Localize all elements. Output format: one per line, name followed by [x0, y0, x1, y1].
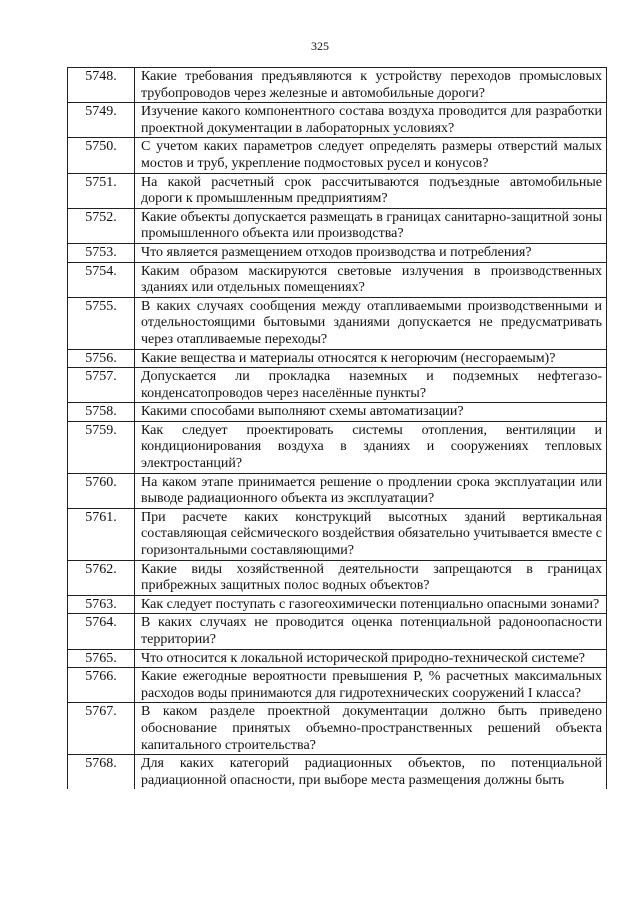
table-row — [68, 208, 607, 243]
question-text: В каком разделе проектной документации должно быть приведено обоснование принятых объемно-пространственных решений объекта капитального строительства? — [135, 703, 607, 755]
question-number: 5763. — [68, 595, 135, 614]
question-number: 5762. — [68, 560, 135, 595]
table-row — [68, 560, 607, 595]
question-text: Что является размещением отходов производства и потребления? — [135, 243, 607, 262]
question-text: Как следует проектировать системы отопления, вентиляции и кондиционирования воздуха в зданиях и сооружениях тепловых электростанций? — [135, 421, 607, 473]
question-number: 5766. — [68, 668, 135, 703]
question-number: 5758. — [68, 403, 135, 422]
table-row — [68, 508, 607, 560]
question-number: 5767. — [68, 703, 135, 755]
table-row — [68, 349, 607, 368]
question-text: Каким образом маскируются световые излучения в производственных зданиях или отдельных помещениях? — [135, 262, 607, 297]
table-row — [68, 668, 607, 703]
question-text: Какие требования предъявляются к устройству переходов промысловых трубопроводов через железные и автомобильные дороги? — [135, 68, 607, 103]
question-number: 5759. — [68, 421, 135, 473]
table-row — [68, 68, 607, 103]
question-text: Что относится к локальной исторической природно-технической системе? — [135, 649, 607, 668]
question-text: Какие объекты допускается размещать в границах санитарно-защитной зоны промышленного объекта или производства? — [135, 208, 607, 243]
question-text: С учетом каких параметров следует определять размеры отверстий малых мостов и труб, укрепление подмостовых русел и конусов? — [135, 138, 607, 173]
question-text: Для каких категорий радиационных объектов, по потенциальной радиационной опасности, при выборе места размещения должны быть — [135, 755, 607, 790]
question-text: Изучение какого компонентного состава воздуха проводится для разработки проектной документации в лабораторных условиях? — [135, 103, 607, 138]
question-text: Допускается ли прокладка наземных и подземных нефтегазо-конденсатопроводов через населённые пункты? — [135, 368, 607, 403]
table-row — [68, 755, 607, 790]
question-number: 5756. — [68, 349, 135, 368]
question-number: 5748. — [68, 68, 135, 103]
table-row — [68, 297, 607, 349]
question-number: 5751. — [68, 173, 135, 208]
question-text: В каких случаях не проводится оценка потенциальной радоноопасности территории? — [135, 614, 607, 649]
question-number: 5761. — [68, 508, 135, 560]
question-number: 5749. — [68, 103, 135, 138]
table-row — [68, 595, 607, 614]
table-row — [68, 703, 607, 755]
questions-table — [67, 67, 607, 789]
question-text: Какие вещества и материалы относятся к негорючим (несгораемым)? — [135, 349, 607, 368]
question-text: В каких случаях сообщения между отапливаемыми производственными и отдельностоящими бытовыми зданиями допускается не предусматривать через отапливаемые переходы? — [135, 297, 607, 349]
question-number: 5753. — [68, 243, 135, 262]
question-number: 5764. — [68, 614, 135, 649]
question-number: 5768. — [68, 755, 135, 790]
question-text: При расчете каких конструкций высотных зданий вертикальная составляющая сейсмического воздействия обязательно учитывается вместе с горизонтальными составляющими? — [135, 508, 607, 560]
question-text: Какие ежегодные вероятности превышения Р, % расчетных максимальных расходов воды принимаются для гидротехнических сооружений I класса? — [135, 668, 607, 703]
question-text: На каком этапе принимается решение о продлении срока эксплуатации или выводе радиационного объекта из эксплуатации? — [135, 473, 607, 508]
question-text: Как следует поступать с газогеохимически потенциально опасными зонами? — [135, 595, 607, 614]
page-number: 325 — [311, 39, 329, 53]
table-row — [68, 403, 607, 422]
table-row — [68, 614, 607, 649]
table-row — [68, 138, 607, 173]
question-text: На какой расчетный срок рассчитываются подъездные автомобильные дороги к промышленным предприятиям? — [135, 173, 607, 208]
question-text: Какие виды хозяйственной деятельности запрещаются в границах прибрежных защитных полос водных объектов? — [135, 560, 607, 595]
table-row — [68, 368, 607, 403]
table-row — [68, 243, 607, 262]
question-number: 5755. — [68, 297, 135, 349]
table-row — [68, 173, 607, 208]
table-row — [68, 473, 607, 508]
table-row — [68, 649, 607, 668]
question-number: 5760. — [68, 473, 135, 508]
question-number: 5754. — [68, 262, 135, 297]
question-number: 5750. — [68, 138, 135, 173]
question-text: Какими способами выполняют схемы автоматизации? — [135, 403, 607, 422]
question-number: 5757. — [68, 368, 135, 403]
question-number: 5765. — [68, 649, 135, 668]
table-row — [68, 262, 607, 297]
table-row — [68, 421, 607, 473]
questions-table-body — [68, 68, 607, 790]
question-number: 5752. — [68, 208, 135, 243]
table-row — [68, 103, 607, 138]
